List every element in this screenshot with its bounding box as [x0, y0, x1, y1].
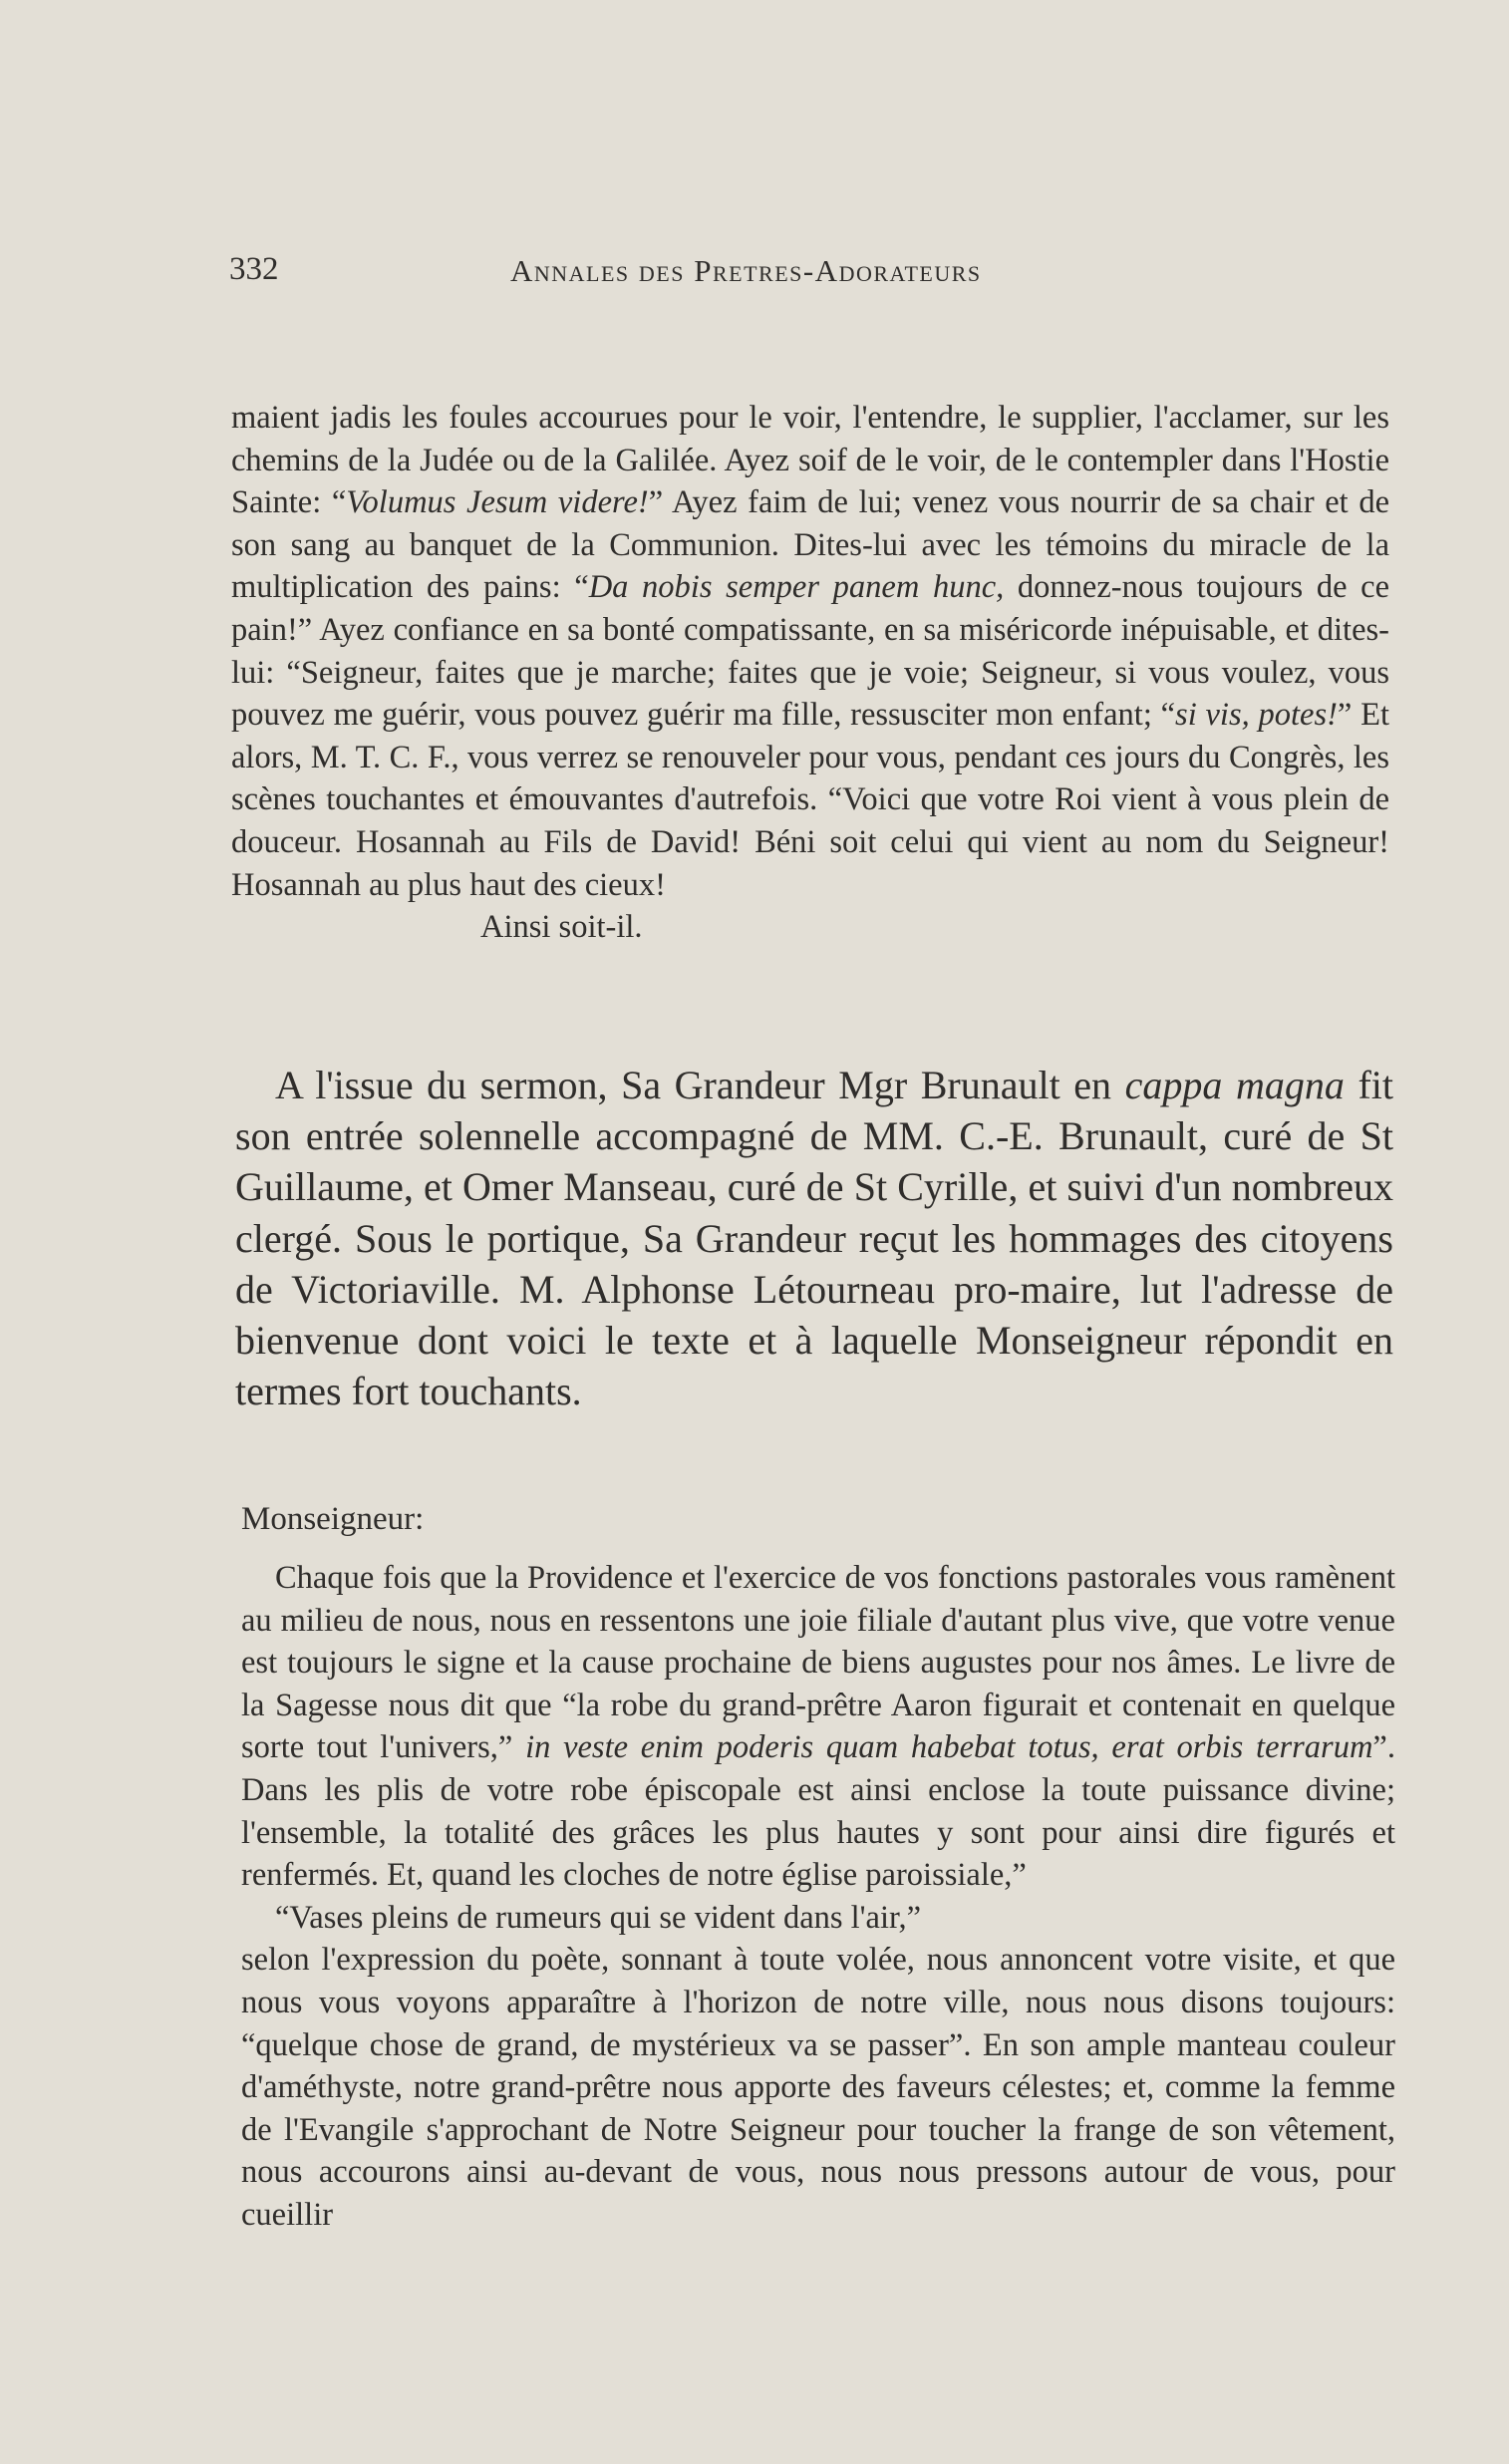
poem-verse: “Vases pleins de rumeurs qui se vident dans l'air,”: [275, 1899, 922, 1936]
latin-quote: Volumus Jesum videre!: [346, 484, 649, 521]
latin-quote: si vis, potes!: [1175, 697, 1338, 734]
running-title: Annales des Pretres-Adorateurs: [510, 253, 982, 288]
sermon-paragraph: maient jadis les foules accourues pour le voir, l'entendre, le supplier, l'acclamer, sur les chemins de la Judée ou de la Galilée. Ayez soif de le voir, de le contempler dans l'Hostie Sainte: “Volumus Jesum videre!” Ayez faim de lui; venez vous nourrir de sa chair et de son sang au banquet de la Communion. Dites-lui avec les témoins du miracle de la multiplication des pains: “Da nobis semper panem hunc, donnez-nous toujours de ce pain!” Ayez confiance en sa bonté compatissante, en sa miséricorde inépuisable, et dites-lui: “Seigneur, faites que je marche; faites que je voie; Seigneur, si vous voulez, vous pouvez me guérir, vous pouvez guérir ma fille, ressusciter mon enfant; “si vis, potes!” Et alors, M. T. C. F., vous verrez se renouveler pour vous, pendant ces jours du Congrès, les scènes touchantes et émouvantes d'autrefois. “Voici que votre Roi vient à vous plein de douceur. Hosannah au Fils de David! Béni soit celui qui vient au nom du Seigneur! Hosannah au plus haut des cieux!: [231, 400, 1389, 903]
sermon-conclusion: [231, 397, 1389, 949]
page-header: [229, 251, 1405, 301]
page-number: 332: [229, 251, 279, 287]
narration-block: [235, 1060, 1393, 1416]
latin-quote: in veste enim poderis quam habebat totus, erat orbis terrarum: [525, 1729, 1373, 1766]
sermon-closing: Ainsi soit-il.: [480, 909, 643, 946]
address-paragraph: selon l'expression du poète, sonnant à toute volée, nous annoncent votre visite, et que nous vous voyons apparaître à l'horizon de notre ville, nous nous disons toujours: “quelque chose de grand, de mystérieux va se passer”. En son ample manteau couleur d'améthyste, notre grand-prêtre nous apporte des faveurs célestes; et, comme la femme de l'Evangile s'approchant de Notre Seigneur pour toucher la frange de son vêtement, nous accourons ainsi au-devant de vous, nous nous pressons autour de vous, pour cueillir: [241, 1942, 1395, 2233]
narration-paragraph: A l'issue du sermon, Sa Grandeur Mgr Brunault en cappa magna fit son entrée solennelle accompagné de MM. C.-E. Brunault, curé de St Guillaume, et Omer Manseau, curé de St Cyrille, et suivi d'un nombreux clergé. Sous le portique, Sa Grandeur reçut les hommages des citoyens de Victoriaville. M. Alphonse Létourneau pro-maire, lut l'adresse de bienvenue dont voici le texte et à laquelle Monseigneur répondit en termes fort touchants.: [235, 1063, 1394, 1414]
address-paragraph: Chaque fois que la Providence et l'exercice de vos fonctions pastorales vous ramènent au milieu de nous, nous en ressentons une joie filiale d'autant plus vive, que votre venue est toujours le signe et la cause prochaine de biens augustes pour nos âmes. Le livre de la Sagesse nous dit que “la robe du grand-prêtre Aaron figurait et contenait en quelque sorte tout l'univers,” in veste enim poderis quam habebat totus, erat orbis terrarum”. Dans les plis de votre robe épiscopale est ainsi enclose la toute puissance divine; l'ensemble, la totalité des grâces les plus hautes y sont pour ainsi dire figurés et renfermés. Et, quand les cloches de notre église paroissiale,”: [241, 1560, 1395, 1894]
latin-quote: Da nobis semper panem hunc,: [588, 569, 1005, 606]
address-salutation: Monseigneur:: [241, 1501, 425, 1537]
italic-term: cappa magna: [1124, 1063, 1345, 1107]
welcome-address: [241, 1557, 1395, 2237]
